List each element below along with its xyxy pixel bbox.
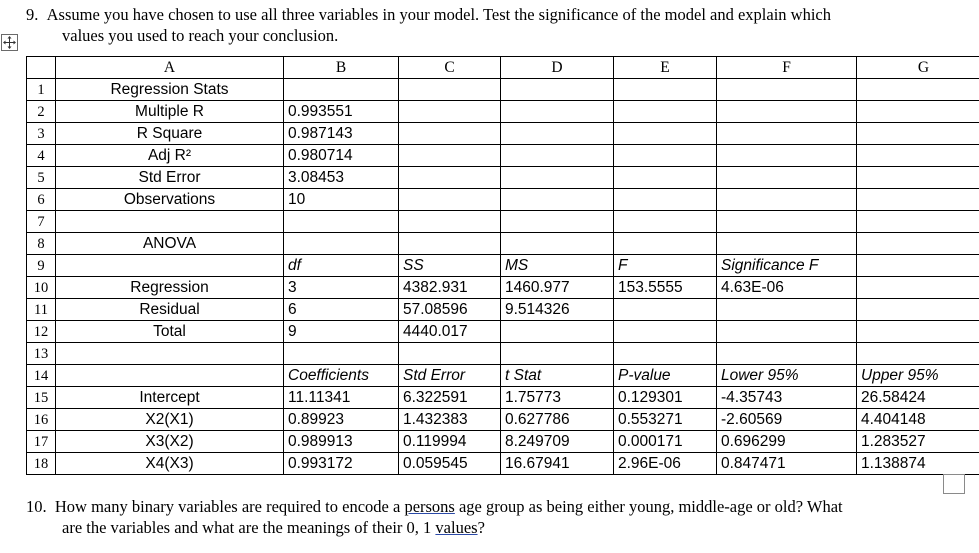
row-number: 13 [27,343,56,365]
table-cell: Regression Stats [56,79,284,101]
table-cell [717,145,857,167]
row-number: 7 [27,211,56,233]
table-cell [717,79,857,101]
table-cell: 0.847471 [717,453,857,475]
table-cell: Residual [56,299,284,321]
table-cell: 1460.977 [501,277,614,299]
table-cell [614,167,717,189]
table-cell: Upper 95% [857,365,979,387]
square-resize-handle[interactable] [943,474,965,494]
table-cell [501,189,614,211]
table-cell [717,123,857,145]
table-cell: 0.119994 [399,431,501,453]
row-number: 8 [27,233,56,255]
row-number: 9 [27,255,56,277]
table-cell: ANOVA [56,233,284,255]
table-cell: R Square [56,123,284,145]
table-cell: Coefficients [284,365,399,387]
table-cell [857,277,979,299]
table-cell: 1.75773 [501,387,614,409]
table-cell [857,211,979,233]
table-cell: 0.980714 [284,145,399,167]
table-cell [501,211,614,233]
question-10 [26,496,956,538]
row-number: 6 [27,189,56,211]
table-cell: 1.138874 [857,453,979,475]
question-10-word-persons: persons [404,497,455,516]
table-cell [717,101,857,123]
table-cell [501,101,614,123]
table-cell: X2(X1) [56,409,284,431]
table-cell: df [284,255,399,277]
table-cell [857,79,979,101]
column-header: D [501,57,614,79]
table-cell [501,321,614,343]
table-cell [284,79,399,101]
table-cell [614,145,717,167]
table-cell [614,79,717,101]
table-cell [399,189,501,211]
column-header: E [614,57,717,79]
table-cell [399,123,501,145]
table-cell [857,167,979,189]
table-cell: X3(X2) [56,431,284,453]
row-number: 4 [27,145,56,167]
table-row [27,453,979,475]
table-cell: Std Error [56,167,284,189]
row-number: 1 [27,79,56,101]
table-cell [56,211,284,233]
table-cell: Significance F [717,255,857,277]
table-cell [717,343,857,365]
table-cell: 6 [284,299,399,321]
table-cell: 16.67941 [501,453,614,475]
table-cell: 3.08453 [284,167,399,189]
table-cell: 57.08596 [399,299,501,321]
table-cell [857,233,979,255]
column-header: C [399,57,501,79]
question-9-text-1: Assume you have chosen to use all three variables in your model. Test the significance of the model and explain which [46,5,831,24]
four-arrow-move-icon [3,36,16,49]
table-cell [501,167,614,189]
table-cell [501,233,614,255]
table-cell [857,255,979,277]
row-number: 17 [27,431,56,453]
table-cell: 0.696299 [717,431,857,453]
table-cell [56,343,284,365]
question-9-number: 9. [26,5,39,24]
table-cell: P-value [614,365,717,387]
table-cell [284,233,399,255]
table-cell [857,101,979,123]
table-cell: 2.96E-06 [614,453,717,475]
table-cell: MS [501,255,614,277]
table-cell: 3 [284,277,399,299]
table-cell [857,299,979,321]
table-cell [284,343,399,365]
table-body [27,57,979,475]
table-cell [399,145,501,167]
table-cell: 9 [284,321,399,343]
table-row [27,79,979,101]
table-cell [857,145,979,167]
question-9-text-2: values you used to reach your conclusion. [62,26,339,45]
table-cell: 0.129301 [614,387,717,409]
table-row [27,189,979,211]
table-cell [717,233,857,255]
row-number: 15 [27,387,56,409]
corner-cell [27,57,56,79]
question-10-word-values: values [435,518,478,537]
table-cell: 6.322591 [399,387,501,409]
table-cell: -4.35743 [717,387,857,409]
question-10-line-2 [26,517,956,538]
table-cell [857,123,979,145]
table-cell [857,189,979,211]
table-cell: t Stat [501,365,614,387]
table-cell: -2.60569 [717,409,857,431]
table-row [27,387,979,409]
table-cell: 0.989913 [284,431,399,453]
table-cell [717,167,857,189]
question-10-text-1a: How many binary variables are required to encode a [54,497,405,516]
question-10-text-2a: are the variables and what are the meanings of their 0, 1 [62,518,436,537]
table-cell: Observations [56,189,284,211]
table-cell [56,365,284,387]
question-10-number: 10. [26,497,47,516]
column-header: F [717,57,857,79]
table-cell [717,189,857,211]
table-cell [857,321,979,343]
question-9 [26,4,956,46]
table-cell: Lower 95% [717,365,857,387]
table-cell: 1.283527 [857,431,979,453]
table-cell: Multiple R [56,101,284,123]
table-cell: 153.5555 [614,277,717,299]
table-cell: 0.059545 [399,453,501,475]
table-cell: 26.58424 [857,387,979,409]
table-cell [399,101,501,123]
table-cell [717,321,857,343]
row-number: 11 [27,299,56,321]
table-cell [717,299,857,321]
row-number: 18 [27,453,56,475]
table-cell: 4382.931 [399,277,501,299]
table-cell [399,233,501,255]
table-cell [399,343,501,365]
row-number: 2 [27,101,56,123]
question-10-text-2b: ? [477,518,485,537]
table-cell [399,79,501,101]
table-cell: 4.404148 [857,409,979,431]
question-10-line-1 [26,496,956,517]
table-cell [857,343,979,365]
row-number: 10 [27,277,56,299]
table-row [27,145,979,167]
question-9-line-1 [26,4,956,25]
table-cell: 0.987143 [284,123,399,145]
column-header: B [284,57,399,79]
table-row [27,431,979,453]
row-number: 12 [27,321,56,343]
table-cell [501,145,614,167]
table-cell: 0.000171 [614,431,717,453]
table-cell: X4(X3) [56,453,284,475]
table-cell [501,343,614,365]
table-move-handle[interactable] [1,34,18,51]
table-cell [614,321,717,343]
table-cell: Total [56,321,284,343]
table-cell: 0.553271 [614,409,717,431]
table-cell [614,299,717,321]
row-number: 3 [27,123,56,145]
table-cell: Regression [56,277,284,299]
row-number: 5 [27,167,56,189]
table-cell: 0.993172 [284,453,399,475]
table-cell [501,123,614,145]
column-header: A [56,57,284,79]
table-cell: 4440.017 [399,321,501,343]
table-cell [614,189,717,211]
table-row [27,211,979,233]
table-cell [614,233,717,255]
table-cell [614,343,717,365]
table-cell: 0.627786 [501,409,614,431]
row-number: 16 [27,409,56,431]
table-row [27,123,979,145]
table-cell: 1.432383 [399,409,501,431]
table-cell: Adj R² [56,145,284,167]
table-cell [399,211,501,233]
table-cell: Std Error [399,365,501,387]
table-cell: 4.63E-06 [717,277,857,299]
table-cell [501,79,614,101]
table-row [27,343,979,365]
column-header: G [857,57,979,79]
question-10-text-1b: age group as being either young, middle-age or old? What [454,497,843,516]
table-cell: 0.89923 [284,409,399,431]
table-row [27,255,979,277]
table-row [27,233,979,255]
table-cell [56,255,284,277]
table-row [27,299,979,321]
table-cell [399,167,501,189]
table-cell: 9.514326 [501,299,614,321]
table-cell: SS [399,255,501,277]
table-cell: Intercept [56,387,284,409]
table-cell [284,211,399,233]
table-row [27,167,979,189]
table-row [27,277,979,299]
table-row [27,101,979,123]
table-cell: 8.249709 [501,431,614,453]
row-number: 14 [27,365,56,387]
table-cell: 11.11341 [284,387,399,409]
table-cell: 0.993551 [284,101,399,123]
table-row [27,365,979,387]
table-cell [614,211,717,233]
table-cell [717,211,857,233]
table-row [27,321,979,343]
regression-output-table [26,56,979,475]
table-cell: F [614,255,717,277]
table-cell [614,101,717,123]
table-cell [614,123,717,145]
table-cell: 10 [284,189,399,211]
column-header-row [27,57,979,79]
table-row [27,409,979,431]
